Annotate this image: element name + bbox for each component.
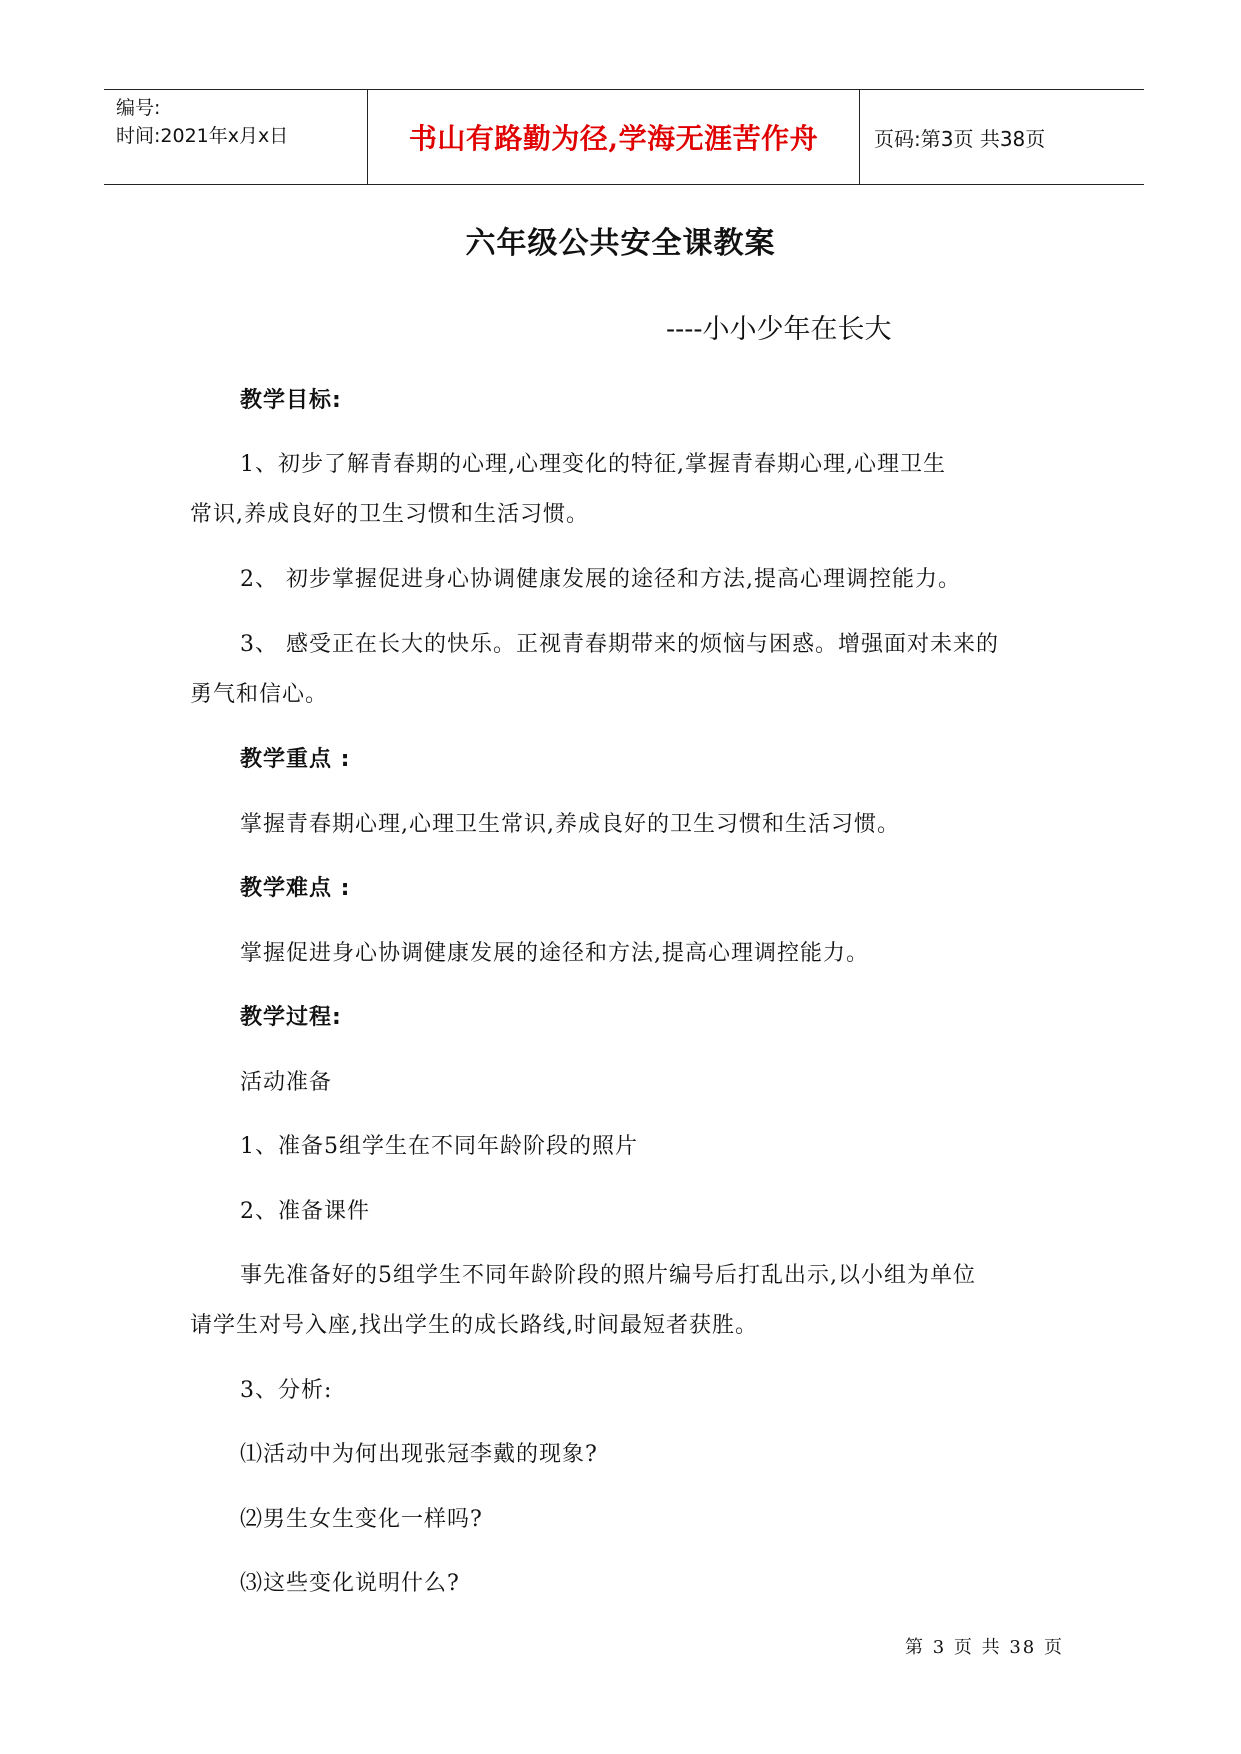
heading-difficulties: 教学难点 : bbox=[240, 876, 351, 901]
paragraph-line: ⑶这些变化说明什么? bbox=[240, 1571, 460, 1596]
document-title: 六年级公共安全课教案 bbox=[465, 226, 776, 261]
paragraph-line: 1、准备5组学生在不同年龄阶段的照片 bbox=[240, 1134, 638, 1159]
header-motto: 书山有路勤为径,学海无涯苦作舟 bbox=[368, 90, 860, 184]
serial-label: 编号: bbox=[116, 97, 161, 119]
paragraph-line: 2、 初步掌握促进身心协调健康发展的途径和方法,提高心理调控能力。 bbox=[240, 567, 961, 592]
paragraph-line: 事先准备好的5组学生不同年龄阶段的照片编号后打乱出示,以小组为单位 bbox=[240, 1263, 976, 1288]
paragraph-line: 勇气和信心。 bbox=[190, 682, 329, 707]
date-line: 时间:2021年x月x日 bbox=[116, 125, 289, 147]
paragraph-line: 请学生对号入座,找出学生的成长路线,时间最短者获胜。 bbox=[190, 1313, 758, 1338]
paragraph-line: 2、准备课件 bbox=[240, 1199, 370, 1224]
header-page-info: 页码:第3页 共38页 bbox=[874, 126, 1046, 151]
document-subtitle: ----小小少年在长大 bbox=[666, 314, 892, 345]
paragraph-line: 掌握促进身心协调健康发展的途径和方法,提高心理调控能力。 bbox=[240, 941, 869, 966]
paragraph-line: 活动准备 bbox=[240, 1070, 333, 1095]
paragraph-line: 常识,养成良好的卫生习惯和生活习惯。 bbox=[190, 502, 589, 527]
paragraph-line: 3、 感受正在长大的快乐。正视青春期带来的烦恼与困惑。增强面对未来的 bbox=[240, 632, 999, 657]
paragraph-line: ⑴活动中为何出现张冠李戴的现象? bbox=[240, 1442, 598, 1467]
paragraph-line: 3、分析: bbox=[240, 1378, 333, 1403]
page-header bbox=[104, 89, 1144, 185]
header-meta-cell bbox=[104, 90, 368, 184]
paragraph-line: 掌握青春期心理,心理卫生常识,养成良好的卫生习惯和生活习惯。 bbox=[240, 812, 900, 837]
paragraph-line: 1、初步了解青春期的心理,心理变化的特征,掌握青春期心理,心理卫生 bbox=[240, 452, 946, 477]
page-footer: 第 3 页 共 38 页 bbox=[905, 1637, 1064, 1658]
heading-teaching-process: 教学过程: bbox=[240, 1005, 342, 1030]
paragraph-line: ⑵男生女生变化一样吗? bbox=[240, 1507, 483, 1532]
heading-teaching-goals: 教学目标: bbox=[240, 388, 342, 413]
heading-key-points: 教学重点 : bbox=[240, 747, 351, 772]
